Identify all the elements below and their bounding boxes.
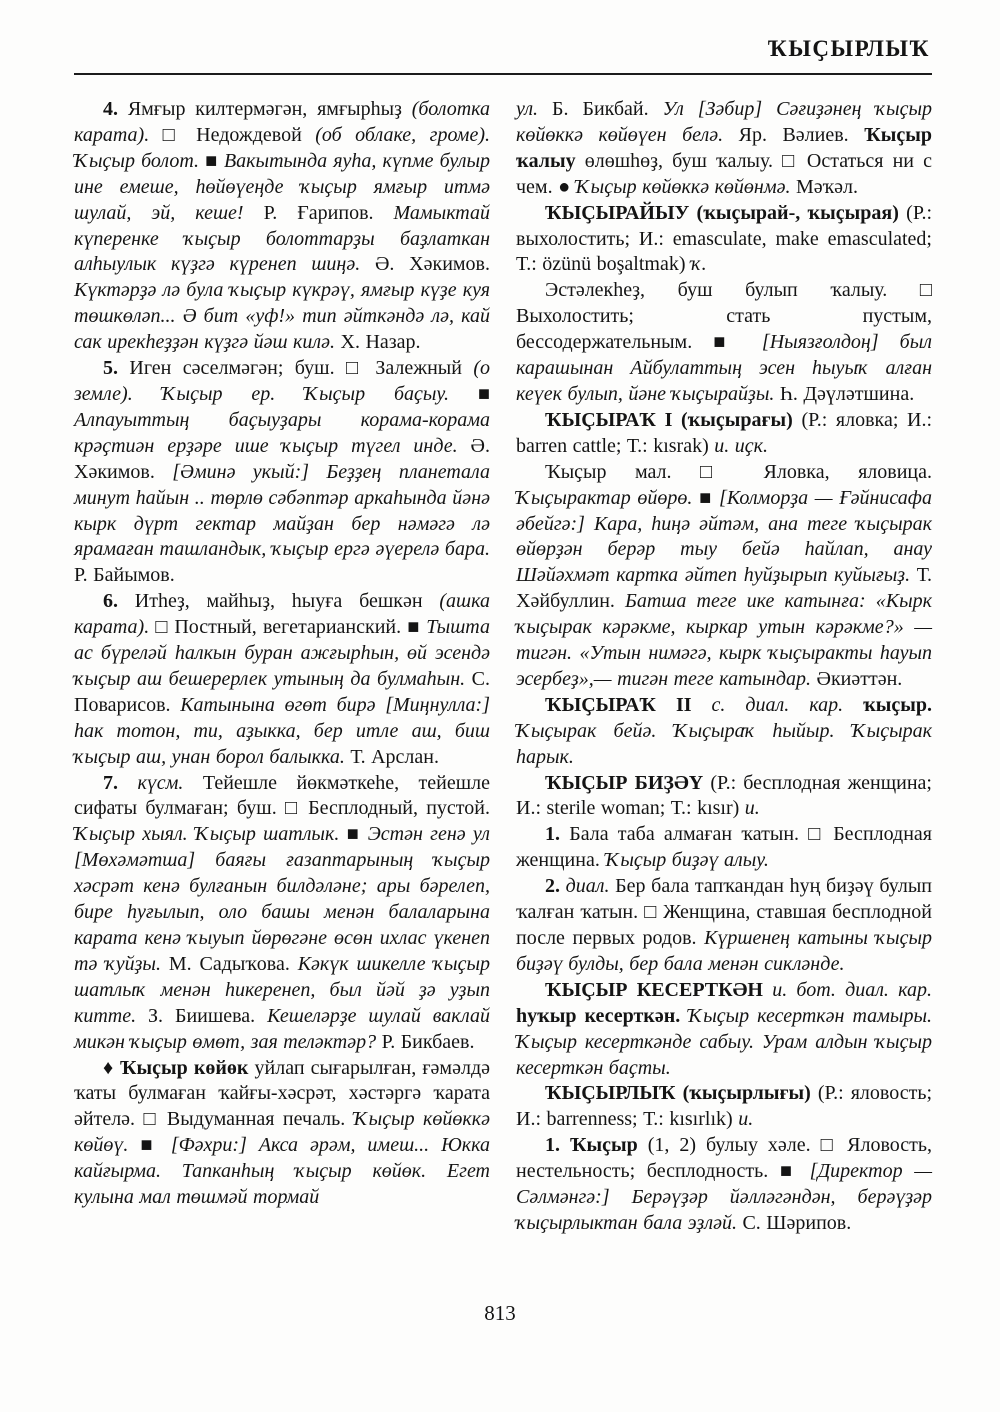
text-run: (о земле). Ҡыҫыр ер. Ҡыҫыр баҫыу. (74, 357, 491, 405)
column-right (516, 97, 932, 1237)
text-run: Ҡыҫыр көйөккә көйөнмә. (575, 175, 796, 198)
text-run: Эстән генә ул [Мөхәмәтша] баяғы ғазаптарының ҡыҫыр хәсрәт кенә булғанын билдәләне; ары бәрелеп, бире һуғылып, оло башы менән балаларына карата кенә ҡыуып йөрөгәне өсөн ихлас үкенеп тә ҡуйҙы. (74, 823, 490, 975)
entry-paragraph (516, 1133, 932, 1237)
text-run: 2. (545, 875, 566, 898)
entry-paragraph (516, 97, 932, 201)
text-run: диал. (565, 875, 616, 898)
text-run: Катынына өгөт бирә [Миңнулла:] һак тотон, ти, аҙыкка, бер итле аш, биш ҡыҫыр аш, унан борол балыкка. (74, 693, 490, 768)
text-run: уйлап сығарылған, ғәмәлдә ҡаты булмаған ҡайғы-хәсрәт, хәстәргә ҡарата әйтелә. □ Выдуманная печаль. (74, 1056, 490, 1131)
text-run: Р. Бикбаев. (381, 1030, 475, 1053)
text-run: Кәкүк шикелле ҡыҫыр шатлыҡ менән һикеренеп, был йәй ҙә уҙып китте. (74, 952, 490, 1027)
text-run: Ә. Хәкимов. (74, 434, 490, 483)
text-run: ҠЫҪЫРАҠ I (ҡыҫырағы) (545, 408, 802, 431)
text-run: (1, 2) булыу хәле. □ Яловость, нестельность; бесплодность. ■ (516, 1134, 933, 1183)
text-run: 6. (103, 590, 135, 613)
text-run: Б. Бикбай. (552, 98, 663, 120)
entry-paragraph (516, 1081, 932, 1133)
text-run: и. (738, 1108, 754, 1131)
text-run: ҠЫҪЫР БИҘӘҮ (545, 771, 711, 794)
text-run: Т. Хәйбуллин. (516, 564, 932, 613)
text-run: һуҡыр кесерткән. (516, 1004, 689, 1027)
text-run: Күршенең катыны ҡыҫыр биҙәү булды, бер бала менән сикләнде. (516, 927, 932, 975)
entry-paragraph (516, 771, 932, 823)
text-run: Батша теге ике катынға: «Кырк ҡыҫырак кәрәкме, кыркар утын кәрәкме?» — тигән. «Утын нимәгә, кырк ҡыҫыракты һауып эсербеҙ»,— тигән теге катындар. (516, 590, 932, 690)
text-run: 1. Ҡыҫыр (545, 1134, 648, 1157)
entry-paragraph (516, 978, 932, 1082)
text-run: М. Садыҡова. (168, 952, 298, 975)
text-run: 1. (545, 823, 570, 846)
text-run: 4. (103, 98, 128, 120)
text-run: Ҡыҫыр биҙәү алыу. (605, 849, 769, 872)
text-run: Тейешле йөкмәткеһе, тейешле сифаты булмаған; буш. □ Бесплодный, пустой. (74, 771, 491, 820)
text-run: и. иҫк. (714, 434, 768, 457)
text-run: Бала таба алмаған ҡатын. □ Бесплодная женщина. (516, 823, 933, 872)
text-run: □ Постный, вегетарианский. ■ (155, 616, 427, 639)
entry-paragraph (516, 201, 932, 279)
text-run: Ҡыҫыр көйөккә көйөү. (74, 1108, 491, 1157)
text-run: С. Поварисов. (74, 667, 490, 716)
text-run: ҠЫҪЫРАҠ II (545, 693, 712, 716)
text-run: Ул [Зәбир] Сәғиҙәнең ҡыҫыр көйөккә көйөүен белә. (516, 98, 933, 146)
text-run: Кешеләрҙе шулай ваклай микән ҡыҫыр өмөт, зая теләктәр? (74, 1004, 490, 1053)
text-run: ҠЫҪЫР КЕСЕРТКӘН (545, 978, 773, 1001)
text-run: Күктәрҙә лә була ҡыҫыр күкрәү, ямғыр күҙе куя төшкөләп... Ә бит «уф!» тип әйткәндә лә, кай сак ирекһеҙҙән күҙгә йәш килә. (74, 279, 490, 354)
text-run: 7. (103, 771, 138, 794)
column-left (74, 97, 490, 1237)
text-run: Эстәлекһеҙ, буш булып ҡалыу. □ Выхолостить; стать пустым, бессодержательным. ■ (516, 279, 932, 354)
text-run: күсм. (137, 771, 203, 794)
page-number: 813 (484, 1301, 516, 1325)
text-run: [Әминә укый:] Беҙҙең планетала минут һайын .. төрлө сәбәптәр аркаһында йәнә кырк дүрт гектар майҙан бер нәмәгә лә ярамаған ташландык, ҡыҫыр ергә әүерелә бара. (74, 460, 490, 561)
text-run: [Колморҙа — Ғәйнисафа әбейгә:] Кара, һиңә әйтәм, ана теге ҡыҫырак өйөрҙән берәр тыу бейә һайлап, анау Шәйәхмәт картка әйтеп һуйҙырып куйығыҙ. (516, 486, 932, 587)
text-run: өлөшһөҙ, буш ҡалыу. □ Остаться ни с чем. ● (516, 149, 932, 198)
text-run: (об облаке, громе). Ҡыҫыр болот. (74, 123, 490, 172)
text-run: и. бот. диал. кар. (772, 978, 932, 1001)
text-run: ■ (140, 1134, 171, 1157)
text-run: Мамыктай күперенке ҡыҫыр болоттарҙы баҙлаткан алһыулык күҙгә күренеп шиңә. (74, 201, 490, 276)
text-run: ҠЫҪЫРАЙЫУ (ҡыҫырай-, ҡыҫырая) (545, 201, 907, 224)
text-run: Ҡыҫыр хыял. Ҡыҫыр шатлык. (74, 823, 347, 846)
text-run: Иген сәселмәгән; буш. □ Залежный (129, 357, 474, 380)
text-run: ■ (699, 486, 720, 509)
text-run: Ә. Хәкимов. (374, 253, 490, 276)
text-run: [Фәхри:] Акса әрәм, имеш... Юкка кайғырма. Тапканһың ҡыҫыр көйөк. Егет кулына мал төшмәй тормай (74, 1134, 490, 1209)
text-run: ■ (477, 382, 490, 405)
text-run: Әкиәттән. (816, 667, 903, 690)
text-run: Тышта ас бүреләй һалкын буран ажғырһын, өй эсендә ҡыҫыр аш бешерерлек утының да булмаһын. (74, 616, 490, 690)
text-run: (болотка карата). (74, 98, 490, 146)
text-run: Мәҡәл. (796, 175, 858, 198)
text-run: 5. (103, 357, 130, 380)
text-run: Ҡыҫыр көйөк (119, 1056, 255, 1079)
entry-paragraph (516, 460, 932, 693)
text-run: ул. (516, 98, 553, 120)
text-run: Ҡыҫырак бейә. Ҡыҫыраҡ һыйыр. Ҡыҫырак һарык. (516, 719, 932, 768)
text-run: ■ (346, 823, 368, 846)
text-run: С. Шәрипов. (742, 1211, 852, 1234)
entry-paragraph (74, 589, 490, 770)
entry-paragraph (516, 278, 932, 408)
text-run: ҡыҫыр. (863, 693, 932, 716)
entry-paragraph (74, 97, 490, 356)
text-run: (Р.: бесплодная женщина; И.: sterile woman; Т.: kısır) (516, 771, 932, 820)
entry-paragraph (74, 356, 490, 589)
text-run: Р. Ғарипов. (263, 201, 394, 224)
text-run: Х. Назар. (340, 331, 421, 354)
text-run: ■ (205, 149, 224, 172)
text-run: ҠЫҪЫРЛЫҠ (ҡыҫырлығы) (545, 1082, 818, 1105)
text-run: Һ. Дәүләтшина. (779, 382, 915, 405)
text-run: и. (744, 797, 760, 820)
text-run: (Р.: яловка; И.: barren cattle; Т.: kısrak) (516, 408, 932, 457)
text-run: Ҡыҫырактар өйөрө. (516, 486, 700, 509)
entry-paragraph (74, 771, 490, 1056)
text-run: (Р.: яловость; И.: barrenness; Т.: kısırlık) (516, 1082, 932, 1131)
text-run: [Ныязғолдоң] был карашынан Айбулаттың эсен һыуыҡ алған кеүек булып, йәне ҡыҫырайҙы. (516, 331, 933, 405)
text-run: [Директор — Сәлмәнгә:] Берәүҙәр йәлләгәндән, берәүҙәр ҡыҫырлыктан бала эҙләй. (516, 1160, 933, 1234)
text-run: Итһеҙ, майһыҙ, һыуға бешкән (134, 590, 440, 613)
header-rule-divider (74, 73, 932, 75)
text-run: Вакытында яуһа, күпме булыр ине емеше, һөйөүеңде ҡыҫыр ямғыр итмә шулай, эй, кеше! (74, 149, 491, 224)
text-run: З. Биишева. (148, 1004, 268, 1027)
text-run: (Р.: выхолостить; И.: emasculate, make emasculated; Т.: özünü boşaltmak) (516, 201, 932, 276)
text-run: ҡ. (691, 253, 707, 276)
text-run: Яр. Вәлиев. (738, 123, 865, 146)
entry-paragraph (516, 874, 932, 978)
text-run: с. диал. кар. (711, 693, 864, 716)
text-run: Ҡыҫыр кесерткән тамыры. Ҡыҫыр кесерткәнде сабыу. Урам алдын ҡыҫыр кесерткән баҫты. (516, 1004, 932, 1079)
text-run: Т. Арслан. (350, 745, 439, 768)
text-run: Ямғыр килтермәгән, ямғырһыҙ (127, 98, 412, 120)
text-run: ♦ (103, 1056, 120, 1079)
text-run: Ҡыҫыр ҡалыу (516, 123, 932, 172)
text-columns (74, 97, 932, 1237)
text-run: Р. Байымов. (74, 564, 175, 587)
text-run: Бер бала тапҡандан һуң биҙәү булып ҡалған ҡатын. □ Женщина, ставшая бесплодной после первых родов. (516, 875, 932, 949)
text-run: (ашка карата). (74, 590, 490, 639)
entry-paragraph (516, 408, 932, 460)
entry-paragraph (74, 1056, 490, 1211)
running-head: ҠЫҪЫРЛЫҠ (767, 36, 930, 61)
entry-paragraph (516, 822, 932, 874)
entry-paragraph (516, 693, 932, 771)
text-run: □ Недождевой (162, 123, 316, 146)
text-run: Алпауыттың баҫыуҙары корама-корама крәҫтиән ерҙәре ише ҡыҫыр түгел инде. (74, 408, 490, 457)
text-run: Ҡыҫыр мал. □ Яловка, яловица. (545, 460, 932, 483)
